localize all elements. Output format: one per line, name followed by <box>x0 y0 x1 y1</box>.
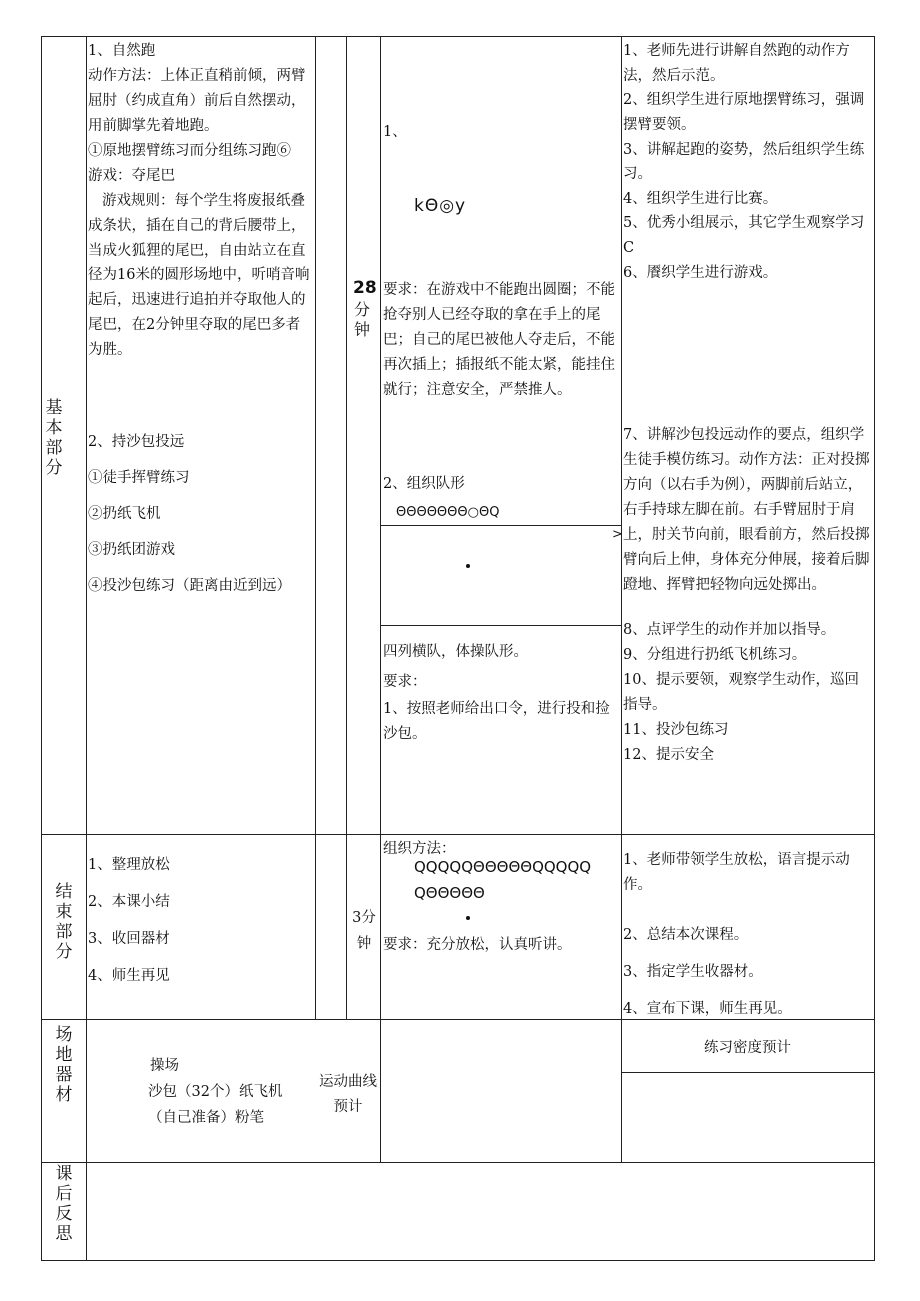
teacher-step-7: 7、讲解沙包投远动作的要点，组织学生徒手模仿练习。动作方法：正对投掷方向（以右手为例），两脚前后站立，右手持球左脚在前。右手臂屈肘于肩上，肘关节向前，眼看前方，然后投掷臂向后上伸，身体充分伸展，接着后脚蹬地、挥臂把轻物向远处掷出。 <box>623 427 870 593</box>
end-content-4: 4、师生再见 <box>88 968 170 984</box>
end-requirement: 要求：充分放松，认真听讲。 <box>383 937 572 953</box>
end-teacher-dot <box>466 916 470 920</box>
table-border-bottom <box>41 1260 875 1261</box>
teacher-step-4: 4、组织学生进行比赛。 <box>623 190 778 207</box>
teacher-step-8: 8、点评学生的动作并加以指导。 <box>623 622 836 638</box>
arrow-marker: > <box>612 527 623 542</box>
end-teacher-1: 1、老师带领学生放松，语言提示动作。 <box>623 852 850 893</box>
col-divider-5 <box>621 36 622 1163</box>
row-divider-venue <box>41 1019 875 1020</box>
content-line-3: ①原地摆臂练习而分组练习跑⑥ <box>88 142 291 159</box>
end-content-3: 3、收回器材 <box>88 931 170 947</box>
row-divider-end <box>41 834 875 835</box>
content-line-5: 游戏规则：每个学生将废报纸叠成条状，插在自己的背后腰带上，当成火狐狸的尾巴，自由站立在直径为16米的圆形场地中，听哨音响起后，迅速进行追拍并夺取他人的尾巴，在2分钟里夺取的尾巴多者为胜。 <box>88 192 310 359</box>
formation-2: ΘΘΘΘΘΘΘ○ΘQ <box>396 505 500 520</box>
col-divider-4 <box>380 36 381 1163</box>
formation-1: kΘ◎y <box>414 196 467 216</box>
teacher-position-dot <box>466 564 470 568</box>
density-divider <box>621 1072 875 1073</box>
content-line-1: 1、自然跑 <box>88 43 156 59</box>
end-formation-a: QQQQQΘΘΘΘΘQQQQQ <box>414 858 592 876</box>
end-teacher-2: 2、总结本次课程。 <box>623 927 749 943</box>
venue-line-2: 沙包（32个）纸飞机 <box>148 1084 283 1100</box>
time-number: 28 <box>353 278 377 298</box>
curve-label: 运动曲线预计 <box>319 1074 377 1115</box>
content-line-2: 动作方法：上体正直稍前倾，两臂屈肘（约成直角）前后自然摆动，用前脚掌先着地跑。 <box>88 67 306 134</box>
content2-item-2: ②扔纸飞机 <box>88 506 161 522</box>
row-divider-reflection <box>41 1162 875 1163</box>
teacher-step-2: 2、组织学生进行原地摆臂练习，强调摆臂要领。 <box>623 92 865 133</box>
density-label: 练习密度预计 <box>704 1040 791 1056</box>
teacher-step-5: 5、优秀小组展示，其它学生观察学习C <box>623 215 865 257</box>
teacher-step-11: 11、投沙包练习 <box>623 721 729 738</box>
time-unit: 分钟 <box>353 300 370 339</box>
content2-item-3: ③扔纸团游戏 <box>88 542 175 558</box>
teacher-step-9: 9、分组进行扔纸飞机练习。 <box>623 646 807 663</box>
end-org-label: 组织方法： <box>383 841 456 857</box>
teacher-step-12: 12、提示安全 <box>623 746 714 763</box>
org-requirement-2: 1、按照老师给出口令，进行投和捡沙包。 <box>383 701 610 742</box>
venue-line-3: （自己准备）粉笔 <box>148 1110 264 1126</box>
formation-desc: 四列横队，体操队形。 <box>383 644 528 660</box>
end-teacher-3: 3、指定学生收器材。 <box>623 964 763 980</box>
section-label-reflection: 课后反思 <box>55 1164 73 1244</box>
req-label: 要求： <box>383 674 427 690</box>
org-label-2: 2、组织队形 <box>383 476 465 492</box>
formation-line-bottom <box>380 625 621 626</box>
col-divider-2 <box>315 36 316 1020</box>
end-teacher-4: 4、宣布下课，师生再见。 <box>623 1001 792 1017</box>
teacher-step-1: 1、老师先进行讲解自然跑的动作方法，然后示范。 <box>623 43 850 84</box>
end-content-1: 1、整理放松 <box>88 857 170 873</box>
col-divider-3 <box>346 36 347 1020</box>
table-border-top <box>41 36 875 37</box>
formation-line-top <box>380 525 621 526</box>
end-formation-b: QΘΘΘΘΘ <box>414 884 485 902</box>
teacher-step-6: 6、餍织学生进行游戏。 <box>623 264 778 281</box>
content-line-4: 游戏：夺尾巴 <box>88 167 175 184</box>
content2-item-4: ④投沙包练习（距离由近到远） <box>88 578 291 594</box>
section-label-end: 结束部分 <box>55 882 73 962</box>
teacher-step-3: 3、讲解起跑的姿势，然后组织学生练习。 <box>623 141 865 183</box>
org-requirement-1: 要求：在游戏中不能跑出圆圈；不能抢夺别人已经夺取的拿在手上的尾巴；自己的尾巴被他人夺走后，不能再次插上；插报纸不能太紧，能挂住就行；注意安全，严禁推人。 <box>383 282 615 398</box>
teacher-steps <box>623 39 873 285</box>
content2-item-1: ①徒手挥臂练习 <box>88 470 190 486</box>
col-divider-1 <box>86 36 87 1261</box>
end-content-2: 2、本课小结 <box>88 894 170 910</box>
section-label-basic: 基本部分 <box>45 398 63 478</box>
org-label-1: 1、 <box>383 124 407 140</box>
teacher-step-10: 10、提示要领，观察学生动作，巡回指导。 <box>623 671 859 713</box>
table-border-left <box>41 36 42 1261</box>
table-border-right <box>874 36 875 1261</box>
basic-content <box>88 39 314 363</box>
section-label-venue: 场地器材 <box>55 1025 73 1105</box>
venue-line-1: 操场 <box>150 1058 179 1074</box>
teacher-steps-2 <box>623 618 873 768</box>
content2-title: 2、持沙包投远 <box>88 434 185 450</box>
end-time: 3分钟 <box>352 910 376 953</box>
